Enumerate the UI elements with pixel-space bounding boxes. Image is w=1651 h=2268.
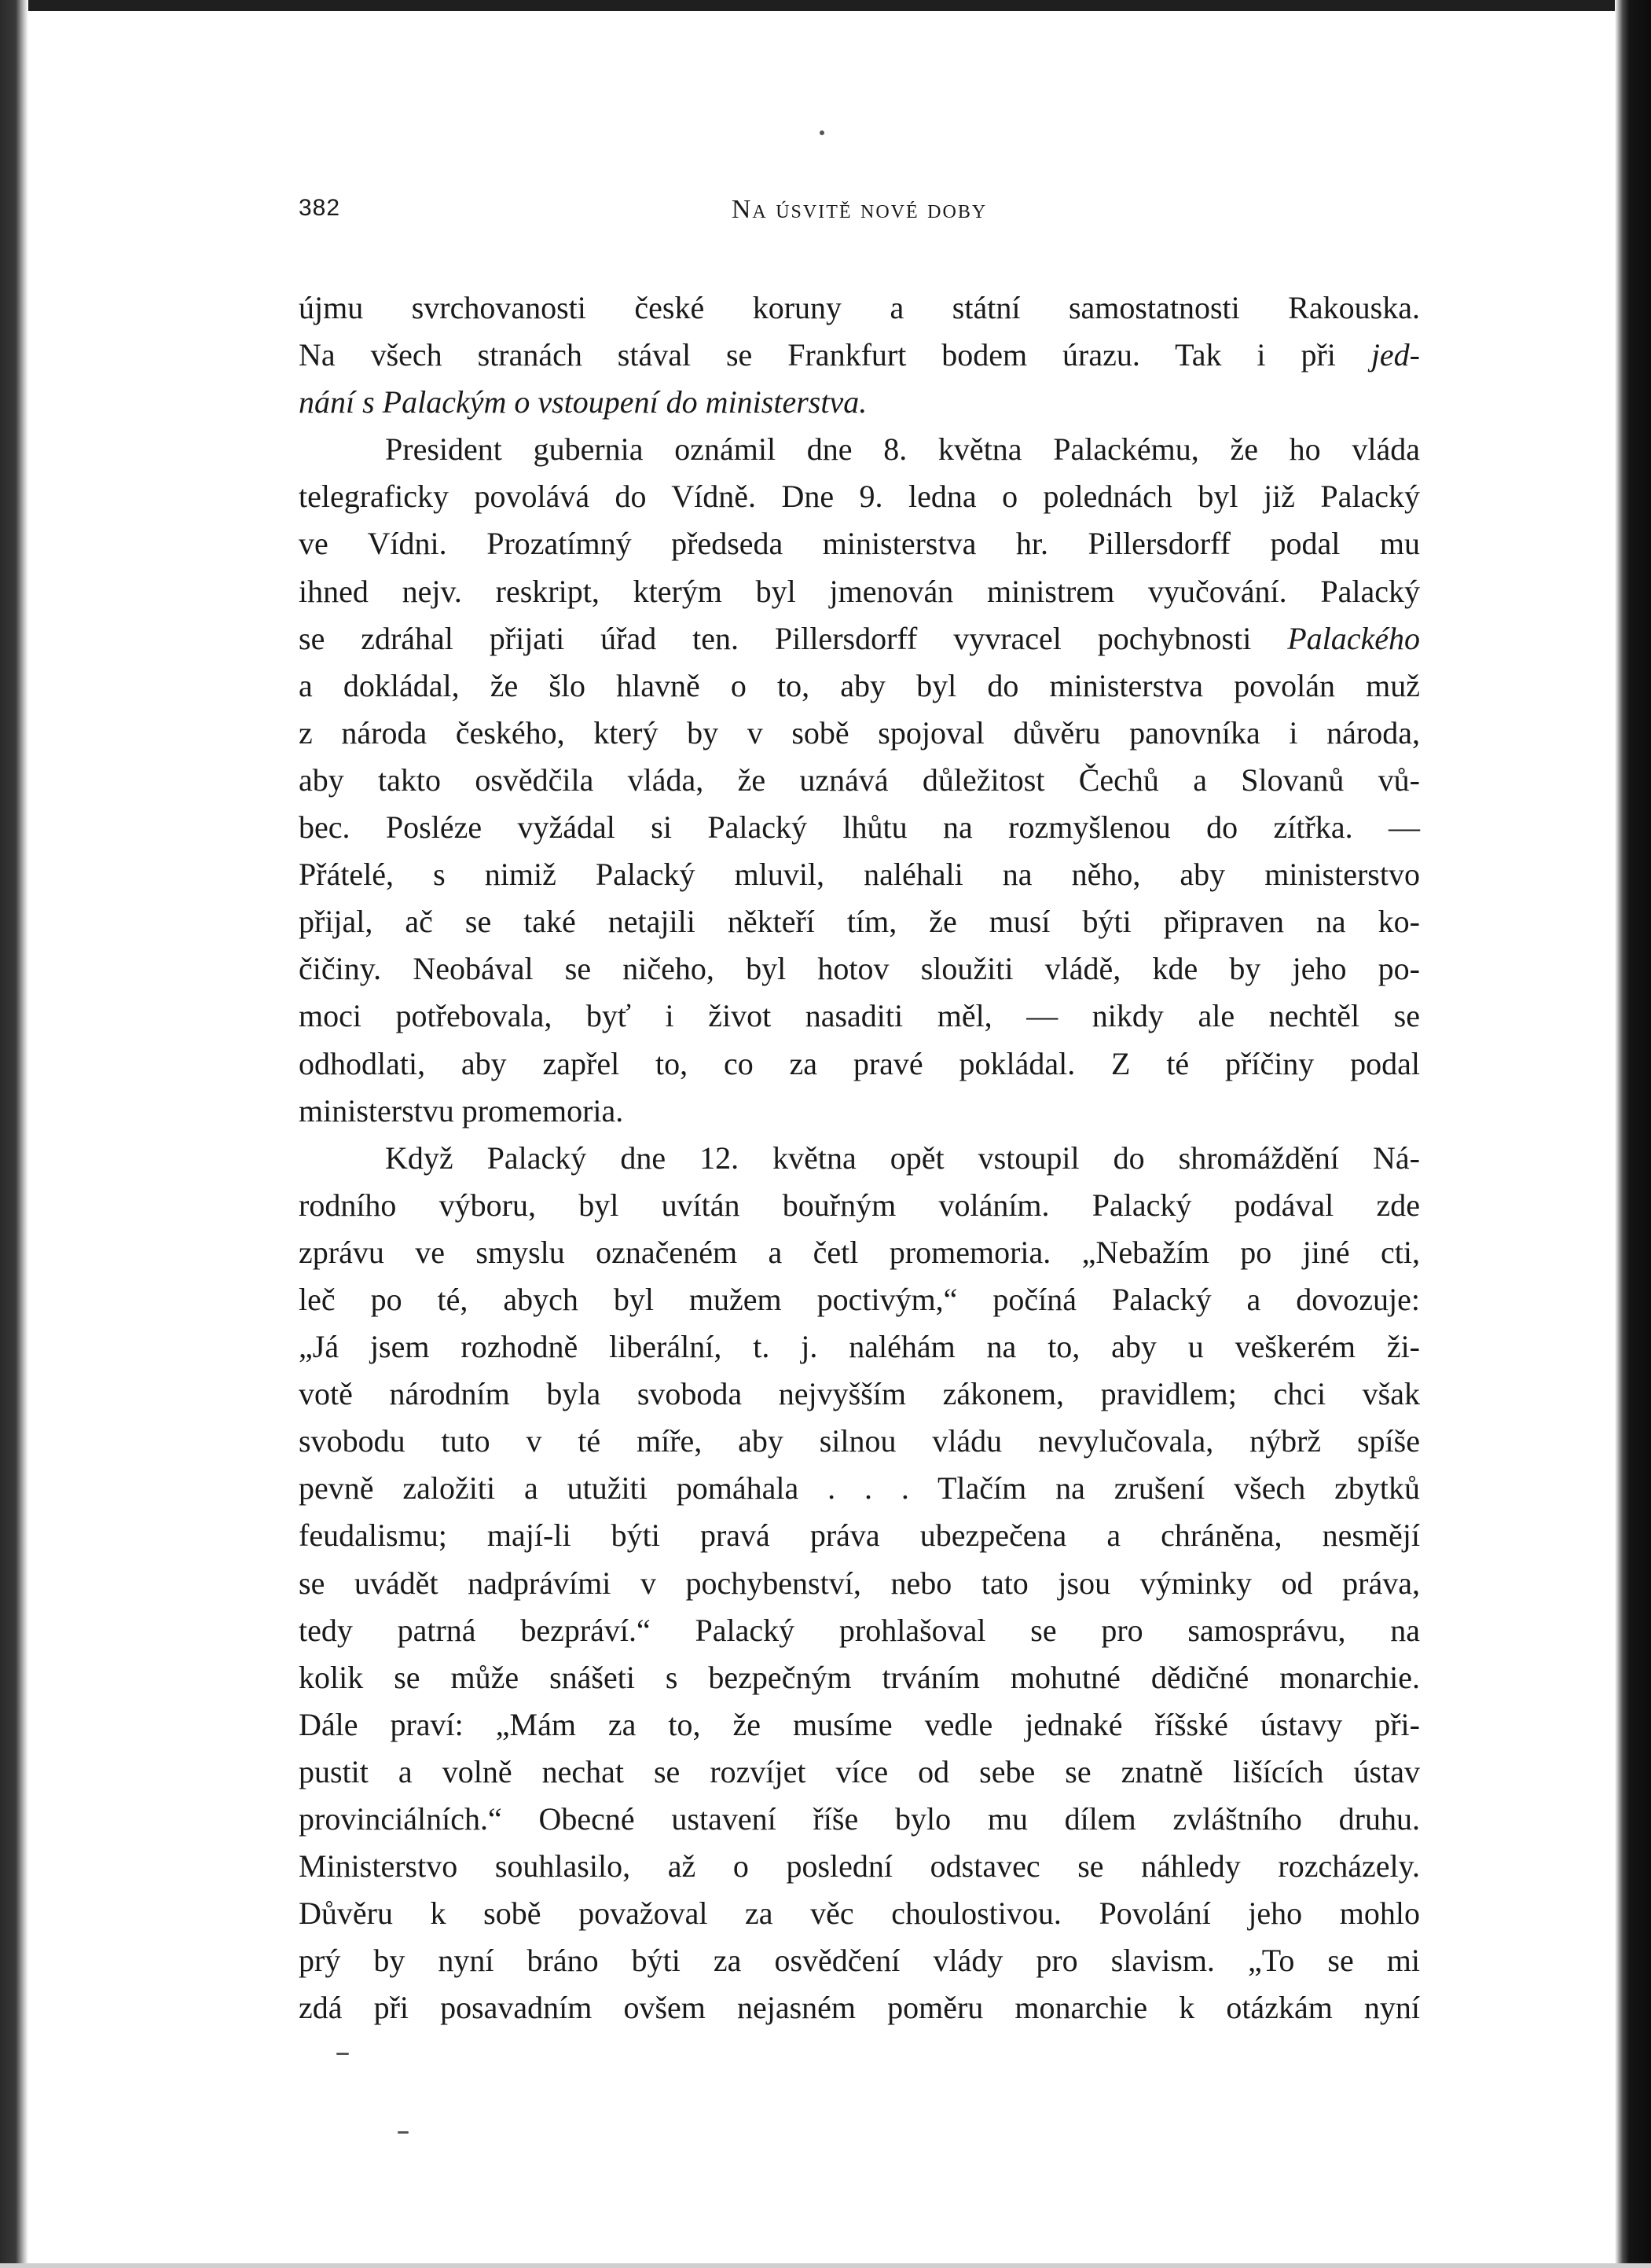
text-line-content: odhodlati, aby zapřel to, co za pravé pokládal. Z té příčiny podal bbox=[299, 1045, 1420, 1081]
text-line bbox=[299, 1701, 1420, 1749]
text-line-content: Na všech stranách stával se Frankfurt bodem úrazu. Tak i při bbox=[299, 337, 1371, 373]
text-line-content: leč po té, abych byl mužem poctivým,“ počíná Palacký a dovozuje: bbox=[299, 1281, 1420, 1317]
text-line-content: feudalismu; mají-li býti pravá práva ubezpečena a chráněna, nesmějí bbox=[299, 1518, 1420, 1554]
text-line-content: zdá při posavadním ovšem nejasném poměru monarchie k otázkám nyní bbox=[299, 1990, 1420, 2026]
text-line-content: prý by nyní bráno býti za osvědčení vlády pro slavism. „To se mi bbox=[299, 1943, 1420, 1979]
text-line-content: tedy patrná bezpráví.“ Palacký prohlašoval se pro samosprávu, na bbox=[299, 1612, 1420, 1648]
text-line-content: ihned nejv. reskript, kterým byl jmenován ministrem vyučování. Palacký bbox=[299, 573, 1420, 609]
text-line bbox=[299, 379, 1420, 426]
text-line-content: Ministerstvo souhlasilo, až o poslední odstavec se náhledy rozcházely. bbox=[299, 1848, 1420, 1884]
text-line bbox=[299, 945, 1420, 993]
text-line bbox=[299, 710, 1420, 757]
text-line bbox=[299, 284, 1420, 332]
text-line bbox=[299, 1890, 1420, 1937]
text-line-content: přijal, ač se také netajili někteří tím, že musí býti připraven na ko- bbox=[299, 904, 1420, 940]
text-line-content: votě národním byla svoboda nejvyšším zákonem, pravidlem; chci však bbox=[299, 1376, 1420, 1412]
text-line bbox=[299, 615, 1420, 662]
text-line-content: újmu svrchovanosti české koruny a státní samostatnosti Rakouska. bbox=[299, 290, 1420, 325]
text-line bbox=[299, 1937, 1420, 1984]
text-line-italic: jed- bbox=[1370, 337, 1420, 373]
text-line bbox=[299, 1512, 1420, 1559]
text-line bbox=[299, 1371, 1420, 1418]
text-line-content: rodního výboru, byl uvítán bouřným voláním. Palacký podával zde bbox=[299, 1187, 1420, 1223]
running-title: Na úsvitě nové doby bbox=[731, 195, 988, 224]
text-line-content: ministerstvu promemoria. bbox=[299, 1092, 624, 1128]
text-line-content: moci potřebovala, byť i život nasaditi měl, — nikdy ale nechtěl se bbox=[299, 998, 1420, 1034]
text-line bbox=[299, 993, 1420, 1040]
text-line-italic: Palackého bbox=[1287, 620, 1420, 656]
text-line-content: Když Palacký dne 12. května opět vstoupil do shromáždění Ná- bbox=[385, 1140, 1420, 1176]
text-line bbox=[299, 1323, 1420, 1371]
text-line bbox=[299, 426, 1420, 473]
text-line-content: „Já jsem rozhodně liberální, t. j. naléhám na to, aby u veškerém ži- bbox=[299, 1329, 1420, 1365]
text-line bbox=[299, 1135, 1420, 1182]
text-line bbox=[299, 757, 1420, 804]
text-line bbox=[299, 1182, 1420, 1229]
text-line-content: a dokládal, že šlo hlavně o to, aby byl do ministerstva povolán muž bbox=[299, 667, 1420, 703]
text-line bbox=[299, 1276, 1420, 1323]
text-line-content: svobodu tuto v té míře, aby silnou vládu nevylučovala, nýbrž spíše bbox=[299, 1423, 1420, 1459]
text-line-content: se uvádět nadprávími v pochybenství, nebo tato jsou výminky od práva, bbox=[299, 1565, 1420, 1601]
text-line-content: President gubernia oznámil dne 8. května Palackému, že ho vláda bbox=[385, 431, 1420, 468]
text-line-content: zprávu ve smyslu označeném a četl promemoria. „Nebažím po jiné cti, bbox=[299, 1234, 1420, 1270]
text-line bbox=[299, 473, 1420, 520]
text-line-content: z národa českého, který by v sobě spojoval důvěru panovníka i národa, bbox=[299, 714, 1420, 750]
text-line bbox=[299, 1654, 1420, 1701]
book-page bbox=[299, 0, 1420, 2268]
body-text bbox=[299, 284, 1420, 2031]
scan-frame-left bbox=[0, 0, 28, 2268]
text-line bbox=[299, 1560, 1420, 1607]
text-line-content: telegraficky povolává do Vídně. Dne 9. ledna o polednách byl již Palacký bbox=[299, 479, 1420, 515]
text-line bbox=[299, 1607, 1420, 1654]
text-line bbox=[299, 1088, 1420, 1135]
text-line-content: kolik se může snášeti s bezpečným trváním mohutné dědičné monarchie. bbox=[299, 1659, 1420, 1695]
text-line-content: bec. Posléze vyžádal si Palacký lhůtu na rozmyšlenou do zítřka. — bbox=[299, 809, 1420, 846]
text-line bbox=[299, 662, 1420, 710]
text-line bbox=[299, 1796, 1420, 1843]
text-line-italic: nání s Palackým o vstoupení do ministerstva. bbox=[299, 384, 868, 420]
text-line-content: Dále praví: „Mám za to, že musíme vedle jednaké říšské ústavy při- bbox=[299, 1706, 1420, 1742]
text-line bbox=[299, 1843, 1420, 1890]
text-line-content: Důvěru k sobě považoval za věc choulostivou. Povolání jeho mohlo bbox=[299, 1896, 1420, 1932]
text-line bbox=[299, 851, 1420, 898]
text-line bbox=[299, 1465, 1420, 1512]
text-line-content: aby takto osvědčila vláda, že uznává důležitost Čechů a Slovanů vů- bbox=[299, 762, 1420, 798]
text-line-content: pevně založiti a utužiti pomáhala . . . Tlačím na zrušení všech zbytků bbox=[299, 1470, 1420, 1506]
text-line bbox=[299, 1418, 1420, 1465]
text-line-content: čičiny. Neobával se ničeho, byl hotov sloužiti vládě, kde by jeho po- bbox=[299, 951, 1420, 987]
text-line bbox=[299, 332, 1420, 379]
text-line-content: ve Vídni. Prozatímný předseda ministerstva hr. Pillersdorff podal mu bbox=[299, 526, 1420, 562]
text-line-content: Přátelé, s nimiž Palacký mluvil, naléhali na něho, aby ministerstvo bbox=[299, 857, 1420, 893]
text-line-content: pustit a volně nechat se rozvíjet více od sebe se znatně lišících ústav bbox=[299, 1753, 1420, 1789]
text-line bbox=[299, 1040, 1420, 1088]
text-line-content: se zdráhal přijati úřad ten. Pillersdorff vyvracel pochybnosti bbox=[299, 620, 1288, 656]
text-line bbox=[299, 520, 1420, 567]
text-line bbox=[299, 568, 1420, 615]
text-line bbox=[299, 804, 1420, 851]
page-number: 382 bbox=[299, 195, 341, 221]
text-line bbox=[299, 1984, 1420, 2031]
scan-frame-right bbox=[1615, 0, 1651, 2268]
text-line bbox=[299, 1749, 1420, 1796]
page-header bbox=[299, 195, 1420, 234]
text-line bbox=[299, 898, 1420, 945]
text-line bbox=[299, 1229, 1420, 1276]
text-line-content: provinciálních.“ Obecné ustavení říše bylo mu dílem zvláštního druhu. bbox=[299, 1801, 1420, 1837]
